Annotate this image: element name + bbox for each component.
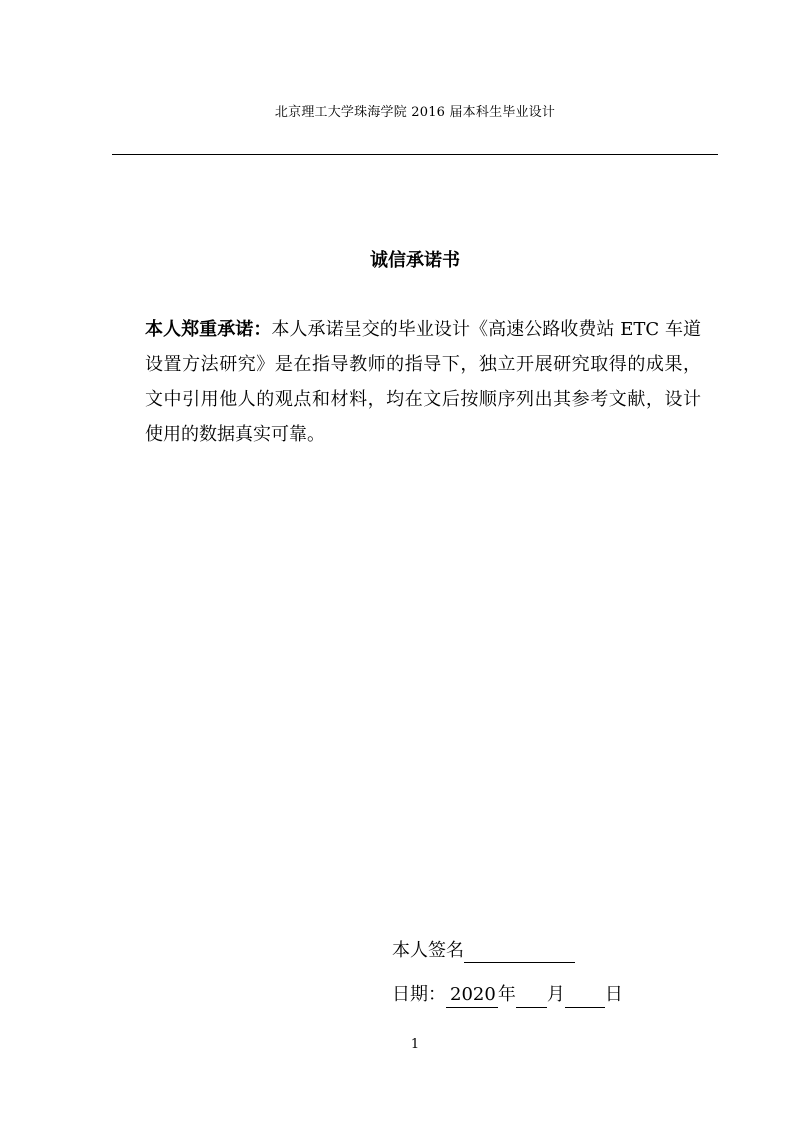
signature-blank bbox=[464, 940, 575, 963]
date-row bbox=[392, 983, 623, 1008]
signature-label: 本人签名 bbox=[392, 940, 464, 961]
date-year: 2020 bbox=[446, 983, 498, 1008]
header-divider bbox=[112, 154, 718, 155]
page-number: 1 bbox=[410, 1037, 420, 1052]
statement-paragraph bbox=[145, 312, 701, 452]
statement-lead: 本人郑重承诺： bbox=[145, 319, 272, 340]
date-month-unit: 月 bbox=[546, 984, 565, 1005]
statement-body: 本人承诺呈交的毕业设计《高速公路收费站 ETC 车道设置方法研究》是在指导教师的指导下，独立开展研究取得的成果，文中引用他人的观点和材料，均在文后按顺序列出其参考文献，设计使用的数据真实可靠。 bbox=[145, 319, 702, 445]
date-label: 日期： bbox=[392, 984, 446, 1005]
page-header: 北京理工大学珠海学院 2016 届本科生毕业设计 bbox=[274, 105, 556, 120]
page-title: 诚信承诺书 bbox=[370, 250, 460, 271]
signature-row bbox=[392, 939, 575, 963]
date-year-unit: 年 bbox=[497, 984, 516, 1005]
date-month-blank bbox=[516, 985, 547, 1008]
date-day-unit: 日 bbox=[604, 984, 623, 1005]
date-day-blank bbox=[565, 985, 605, 1008]
